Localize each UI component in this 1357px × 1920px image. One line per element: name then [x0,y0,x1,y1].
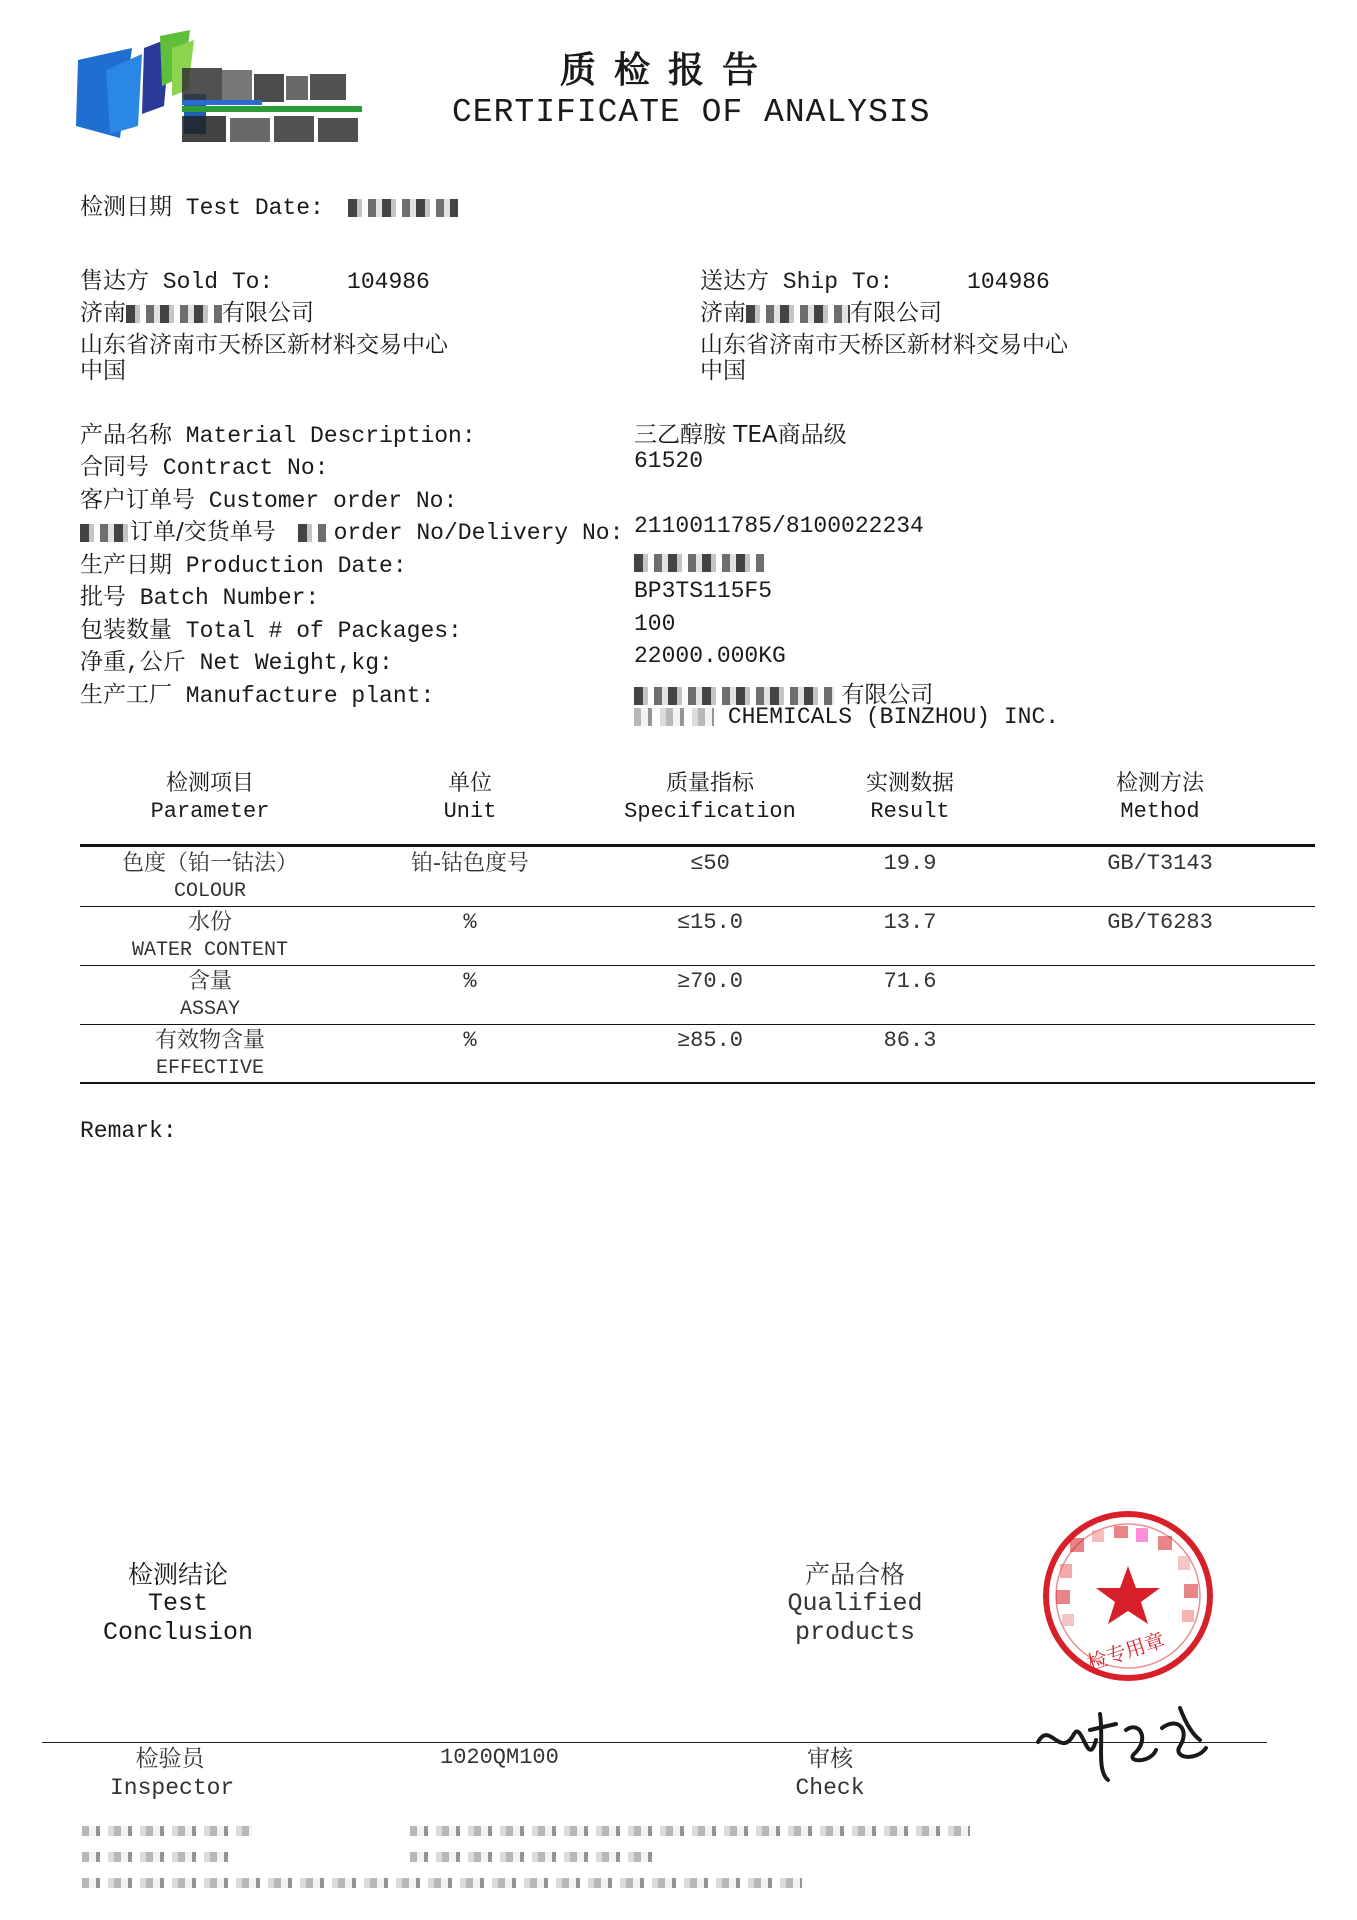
remark-label: Remark: [80,1118,177,1144]
check-label-cn: 审核 [807,1746,853,1772]
redacted-footer-line [82,1846,232,1865]
plant-value-en [634,704,1059,730]
table-row [80,968,340,1024]
row-spec: ≤50 [690,851,730,876]
ship-to-code: 104986 [967,269,1050,295]
conclusion-label-cn: 检测结论 [127,1560,228,1589]
row-spec: ≥85.0 [676,1028,743,1053]
row-param-cn: 有效物含量 [154,1028,265,1053]
test-date-line [80,188,458,221]
redacted-block [746,305,850,323]
header-parameter [110,770,310,826]
row-unit: % [463,1028,477,1053]
conclusion-label-en: Test Conclusion [102,1589,254,1647]
net-weight-value: 22000.000KG [634,643,786,669]
header-unit-cn: 单位 [447,771,492,796]
row-param-cn: 色度（铂一钴法） [121,851,298,876]
row-param-en: COLOUR [173,880,246,903]
packages-label: 包装数量 Total # of Packages: [80,618,462,644]
header-specification-en: Specification [624,799,796,824]
ship-to-line [700,262,1050,295]
delivery-label-cn: 订单/交货单号 [130,519,276,545]
header-specification [600,770,820,826]
sold-to-label: 售达方 Sold To: [80,269,274,295]
inspector-id: 1020QM100 [440,1745,559,1770]
header-method-en: Method [1120,799,1200,824]
row-spec: ≤15.0 [676,910,743,935]
sold-to-company-suffix: 有限公司 [222,300,314,326]
handwritten-signature [1030,1700,1230,1790]
title-en: CERTIFICATE OF ANALYSIS [452,94,931,131]
ship-to-company-prefix: 济南 [700,300,746,326]
redacted-block [634,708,714,726]
delivery-label-en: order No/Delivery No: [333,520,624,546]
batch-value: BP3TS115F5 [634,578,773,604]
table-header-rule [80,844,1315,847]
header-parameter-en: Parameter [150,799,270,824]
row-unit: 铂-钴色度号 [411,851,529,876]
row-unit: % [463,910,477,935]
sold-to-line [80,262,430,295]
ship-to-label: 送达方 Ship To: [700,269,894,295]
inspector-label [110,1745,235,1803]
sold-to-address: 山东省济南市天桥区新材料交易中心 [80,332,448,358]
table-row [80,1027,340,1083]
row-param-en: WATER CONTENT [131,939,289,962]
plant-label: 生产工厂 Manufacture plant: [80,683,435,709]
header-method [1080,770,1240,826]
conclusion-value [720,1560,990,1647]
row-result: 13.7 [883,910,937,935]
redacted-block [298,524,326,542]
row-param-cn: 水份 [187,910,232,935]
stamp-text: 检专用章 [1084,1627,1168,1676]
redacted-footer-line [82,1872,802,1891]
row-method: GB/T6283 [1107,910,1213,935]
redacted-block [80,524,130,542]
header-unit [390,770,550,826]
sold-to-company-prefix: 济南 [80,300,126,326]
row-result: 19.9 [883,851,937,876]
ship-to-company [700,294,942,327]
header-unit-en: Unit [443,799,497,824]
packages-value: 100 [634,611,676,637]
delivery-line [80,513,623,546]
official-seal-stamp [1040,1508,1216,1684]
table-row [80,909,340,965]
contract-label: 合同号 Contract No: [80,455,329,481]
row-result: 86.3 [883,1028,937,1053]
sold-to-code: 104986 [347,269,430,295]
row-param-en: ASSAY [179,998,240,1021]
conclusion-value-cn: 产品合格 [804,1560,905,1589]
delivery-value: 2110011785/8100022234 [634,513,924,539]
row-result: 71.6 [883,969,937,994]
customer-order-label: 客户订单号 Customer order No: [80,488,458,514]
row-param-cn: 含量 [187,969,232,994]
plant-cn-suffix: 有限公司 [841,682,934,708]
header-result-cn: 实测数据 [865,771,954,796]
plant-en-suffix: CHEMICALS (BINZHOU) INC. [727,704,1060,730]
production-date-value [634,552,764,572]
inspector-label-en: Inspector [110,1775,235,1801]
material-value: 三乙醇胺 TEA商品级 [634,422,847,448]
inspector-label-cn: 检验员 [135,1746,205,1772]
header-parameter-cn: 检测项目 [165,771,254,796]
net-weight-label: 净重,公斤 Net Weight,kg: [80,650,393,676]
title-cn: 质检报告 [560,49,777,91]
ship-to-country: 中国 [700,358,746,384]
redacted-block [634,687,834,705]
header-result [830,770,990,826]
sold-to-country: 中国 [80,358,126,384]
redacted-block [634,554,764,572]
row-divider [80,1024,1315,1025]
company-logo-icon [72,30,362,142]
batch-label: 批号 Batch Number: [80,585,320,611]
check-label-en: Check [795,1775,865,1801]
redacted-footer-line [410,1820,970,1839]
production-date-label: 生产日期 Production Date: [80,553,407,579]
redacted-footer-line [82,1820,252,1839]
test-date-label: 检测日期 Test Date: [80,195,324,221]
row-spec: ≥70.0 [676,969,743,994]
contract-value: 61520 [634,448,704,474]
row-param-en: EFFECTIVE [155,1057,265,1080]
row-divider [80,965,1315,966]
redacted-footer-line [410,1846,660,1865]
redacted-block [348,199,458,217]
redacted-block [126,305,222,323]
check-label [780,1745,880,1803]
material-label: 产品名称 Material Description: [80,423,476,449]
header-result-en: Result [870,799,950,824]
row-unit: % [463,969,477,994]
header-specification-cn: 质量指标 [665,771,754,796]
table-bottom-rule [80,1082,1315,1084]
sold-to-company [80,294,314,327]
row-divider [80,906,1315,907]
row-method: GB/T3143 [1107,851,1213,876]
conclusion-value-en: Qualified products [787,1589,923,1647]
table-row [80,850,340,906]
header-method-cn: 检测方法 [1115,771,1204,796]
conclusion-label [68,1560,288,1647]
ship-to-address: 山东省济南市天桥区新材料交易中心 [700,332,1068,358]
ship-to-company-suffix: 有限公司 [850,300,942,326]
